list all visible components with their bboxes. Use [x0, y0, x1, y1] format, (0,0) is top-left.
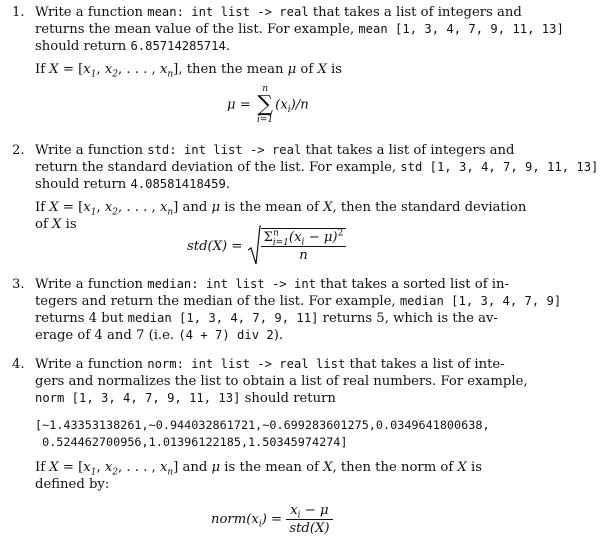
- problem-line: Write a function mean: int list -> real that takes a list of integers and: [35, 5, 522, 20]
- problem-number: 3.: [12, 277, 25, 292]
- formula-lhs: μ =: [227, 97, 251, 113]
- problem-line: returns the mean value of the list. For example, mean [1, 3, 4, 7, 9, 11, 13]: [35, 22, 564, 37]
- problem-line: should return 6.85714285714.: [35, 39, 231, 54]
- definition-line: If $X = [x_1$, $x_2$, . . . , $x_n$] and μ is the mean of X, then the norm of X is: [35, 460, 482, 478]
- inline-math: x: [104, 200, 113, 215]
- formula-tail: − μ): [304, 230, 338, 245]
- problem-4: [12, 356, 596, 493]
- inline-code: (4 + 7) div 2: [178, 328, 274, 342]
- problem-line: tegers and return the median of the list. For example, median [1, 3, 4, 7, 9]: [35, 294, 562, 309]
- math-subscript: n: [167, 207, 174, 218]
- problem-line: Write a function std: int list -> real that takes a list of integers and: [35, 143, 515, 158]
- definition-line: If $X = [x_1$, $x_2$, . . . , $x_n$], then the mean μ of X is: [35, 62, 343, 80]
- problem-line: return the standard deviation of the list. For example, std [1, 3, 4, 7, 9, 11, 13]: [35, 160, 599, 175]
- math-subscript: n: [167, 467, 174, 478]
- math-subscript: n: [167, 69, 174, 80]
- math-subscript: 1: [90, 207, 97, 218]
- sum-upper-limit: n: [262, 84, 268, 94]
- inline-code: mean [1, 3, 4, 7, 9, 11, 13]: [358, 22, 564, 36]
- output-line: 0.524462700956,1.01396122185,1.50345974274]: [35, 435, 348, 449]
- inline-math: x: [83, 200, 91, 215]
- inline-code: norm: int list -> real list: [147, 357, 346, 371]
- inline-math: x: [83, 62, 91, 77]
- definition-line: If $X = [x_1$, $x_2$, . . . , $x_n$] and μ is the mean of X, then the standard deviation: [35, 200, 527, 218]
- math-subscript: 2: [112, 69, 119, 80]
- problem-line: should return 4.08581418459.: [35, 177, 231, 192]
- inline-math: X: [323, 460, 333, 475]
- inline-math: μ: [287, 62, 297, 77]
- sum-lower-limit: i=1: [257, 115, 274, 125]
- formula-denominator: n: [299, 248, 308, 263]
- std-formula: [187, 228, 346, 265]
- math-subscript: 1: [90, 69, 97, 80]
- inline-math: x: [104, 62, 113, 77]
- inline-math: X: [457, 460, 467, 475]
- inline-math: X: [49, 200, 59, 215]
- problem-number: 4.: [12, 357, 25, 372]
- formula-subscript: i: [287, 105, 291, 116]
- problem-line: Write a function norm: int list -> real list that takes a list of inte-: [35, 357, 505, 372]
- inline-code: 4.08581418459: [130, 177, 226, 191]
- inline-math: X: [317, 62, 327, 77]
- inline-code: std: int list -> real: [147, 143, 302, 157]
- inline-code: std [1, 3, 4, 7, 9, 11, 13]: [400, 160, 599, 174]
- formula-subscript: i: [301, 237, 305, 248]
- norm-formula: [211, 502, 333, 537]
- inline-math: x: [83, 460, 91, 475]
- math-subscript: 1: [90, 467, 97, 478]
- inline-math: X: [49, 62, 59, 77]
- formula-body: (x: [275, 97, 288, 113]
- formula-exponent: 2: [337, 228, 344, 239]
- sqrt-symbol: [247, 224, 261, 268]
- sum-lower-limit: i=1: [272, 237, 289, 248]
- problem-line: returns 4 but median [1, 3, 4, 7, 9, 11] returns 5, which is the av-: [35, 311, 498, 326]
- formula-tail: )/n: [290, 97, 309, 113]
- inline-math: x: [104, 460, 113, 475]
- output-line: [~1.43353138261,~0.944032861721,~0.699283601275,0.0349641800638,: [35, 418, 490, 432]
- definition-line: defined by:: [35, 477, 110, 492]
- inline-math: X: [52, 217, 62, 232]
- problem-number: 2.: [12, 143, 25, 158]
- inline-code: mean: int list -> real: [147, 5, 309, 19]
- problem-2: [12, 142, 599, 233]
- inline-math: μ: [211, 200, 221, 215]
- sum-symbol: Σ: [263, 230, 273, 245]
- sum-symbol: ∑: [257, 92, 273, 117]
- sum-upper-limit: n: [272, 228, 279, 239]
- formula-body: (x: [288, 230, 302, 245]
- inline-math: x: [159, 62, 168, 77]
- definition-line: of X is: [35, 217, 77, 232]
- math-subscript: 2: [112, 467, 119, 478]
- inline-math: x: [159, 200, 168, 215]
- inline-code: median [1, 3, 4, 7, 9]: [399, 294, 562, 308]
- inline-code: median [1, 3, 4, 7, 9, 11]: [127, 311, 319, 325]
- inline-math: μ: [211, 460, 221, 475]
- problem-number: 1.: [12, 5, 25, 20]
- inline-math: X: [49, 460, 59, 475]
- problem-line: norm [1, 3, 4, 7, 9, 11, 13] should return: [35, 391, 336, 406]
- inline-math: X: [323, 200, 333, 215]
- problem-line: erage of 4 and 7 (i.e. (4 + 7) div 2).: [35, 328, 284, 343]
- problem-3: [12, 276, 596, 344]
- math-subscript: 2: [112, 207, 119, 218]
- mean-formula: [227, 85, 309, 125]
- inline-math: x: [159, 460, 168, 475]
- formula-lhs: std(X) =: [187, 239, 243, 254]
- formula-lhs: $norm(x_i)$ =: [211, 512, 283, 530]
- norm-fraction: [286, 502, 332, 537]
- inline-code: 6.85714285714: [130, 39, 226, 53]
- problem-line: gers and normalizes the list to obtain a list of real numbers. For example,: [35, 374, 528, 389]
- problem-1: [12, 4, 596, 78]
- problem-line: Write a function median: int list -> int that takes a sorted list of in-: [35, 277, 509, 292]
- inline-code: median: int list -> int: [147, 277, 316, 291]
- sqrt-expression: [247, 228, 347, 265]
- formula-denominator: std(X): [286, 519, 332, 537]
- formula-numerator: $x_i - \mu$: [290, 503, 329, 521]
- inline-code: norm [1, 3, 4, 7, 9, 11, 13]: [35, 391, 241, 405]
